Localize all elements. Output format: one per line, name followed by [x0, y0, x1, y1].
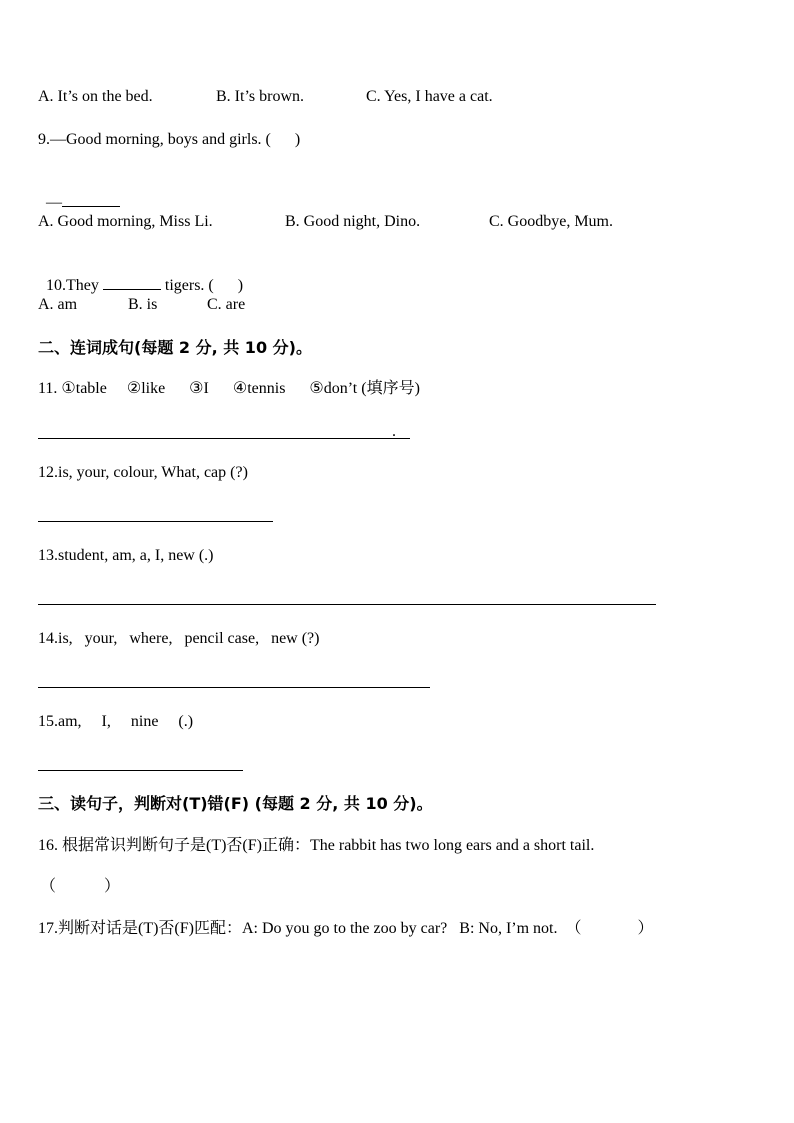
q10-option-a: A. am — [38, 296, 78, 313]
q8-option-a: A. It’s on the bed. — [38, 88, 153, 105]
q11-period: . — [392, 423, 396, 440]
q17-prompt: 17.判断对话是(T)否(F)匹配：A: Do you go to the zoo by car? B: No, I’m not. （ ） — [38, 920, 654, 937]
q13-answer-line[interactable] — [38, 604, 656, 605]
q10-option-b: B. is — [128, 296, 158, 313]
q10-stem-after: tigers. ( ) — [164, 277, 244, 294]
q9-stem: 9.—Good morning, boys and girls. ( ) — [38, 131, 301, 148]
q9-answer-blank[interactable] — [62, 192, 120, 207]
q14-answer-line[interactable] — [38, 687, 430, 688]
q12-prompt: 12.is, your, colour, What, cap (?) — [38, 464, 248, 481]
section-3-heading: 三、读句子，判断对(T)错(F) (每题 2 分, 共 10 分)。 — [38, 794, 433, 813]
q15-answer-line[interactable] — [38, 770, 243, 771]
q16-prompt: 16. 根据常识判断句子是(T)否(F)正确：The rabbit has two long ears and a short tail. — [38, 837, 595, 854]
q10-option-c: C. are — [207, 296, 246, 313]
q16-answer-paren[interactable]: （ ） — [40, 878, 121, 895]
q9-option-c: C. Goodbye, Mum. — [489, 213, 613, 230]
q8-option-c: C. Yes, I have a cat. — [366, 88, 493, 105]
section-2-heading: 二、连词成句(每题 2 分, 共 10 分)。 — [38, 338, 312, 357]
q8-option-b: B. It’s brown. — [216, 88, 304, 105]
q9-reply-dash: — — [46, 194, 62, 211]
q13-prompt: 13.student, am, a, I, new (.) — [38, 547, 214, 564]
q9-option-a: A. Good morning, Miss Li. — [38, 213, 213, 230]
q10-answer-blank[interactable] — [103, 275, 161, 290]
q10-stem — [38, 255, 243, 296]
q11-answer-line[interactable] — [38, 438, 410, 439]
q15-prompt: 15.am, I, nine (.) — [38, 713, 194, 730]
q9-reply-line — [38, 172, 120, 213]
q11-prompt: 11. ①table ②like ③I ④tennis ⑤don’t (填序号) — [38, 380, 420, 397]
q12-answer-line[interactable] — [38, 521, 273, 522]
q9-option-b: B. Good night, Dino. — [285, 213, 421, 230]
q10-stem-before: 10.They — [46, 277, 99, 294]
q14-prompt: 14.is, your, where, pencil case, new (?) — [38, 630, 320, 647]
